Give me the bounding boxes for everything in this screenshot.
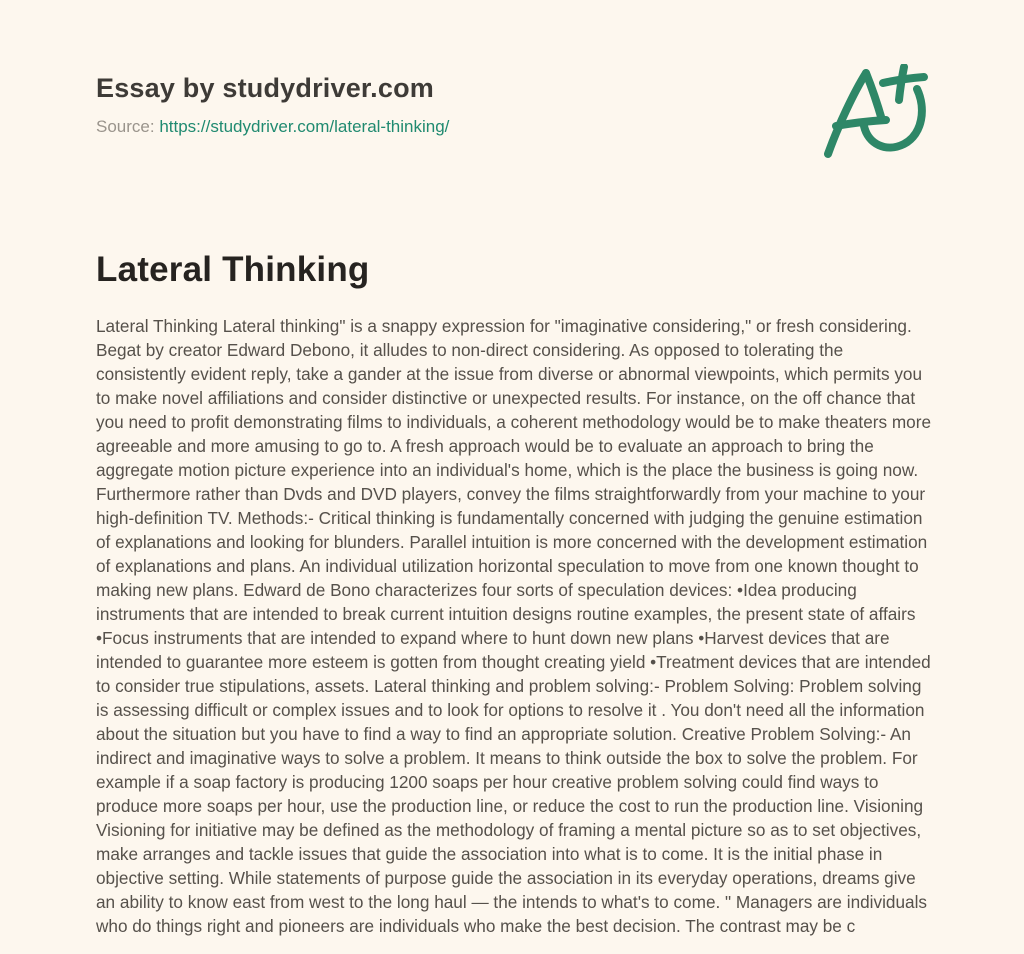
essay-body-text: Lateral Thinking Lateral thinking" is a snappy expression for "imaginative considering," or fresh considering. Begat by creator Edward Debono, it alludes to non-direct considering. As opposed to tolerating the consistently evident reply, take a gander at the issue from diverse or abnormal viewpoints, which permits you to make novel affiliations and consider distinctive or unexpected results. For instance, on the off chance that you need to profit demonstrating films to individuals, a coherent methodology would be to make theaters more agreeable and more amusing to go to. A fresh approach would be to evaluate an approach to bring the aggregate motion picture experience into an individual's home, which is the place the business is going now. Furthermore rather than Dvds and DVD players, convey the films straightforwardly from your machine to your high-definition TV. Methods:- Critical thinking is fundamentally concerned with judging the genuine estimation of explanations and looking for blunders. Parallel intuition is more concerned with the development estimation of explanations and plans. An individual utilization horizontal speculation to move from one known thought to making new plans. Edward de Bono characterizes four sorts of speculation devices: •Idea producing instruments that are intended to break current intuition designs routine examples, the present state of affairs •Focus instruments that are intended to expand where to hunt down new plans •Harvest devices that are intended to guarantee more esteem is gotten from thought creating yield •Treatment devices that are intended to consider true stipulations, assets. Lateral thinking and problem solving:- Problem Solving: Problem solving is assessing difficult or complex issues and to look for options to resolve it . You don't need all the information about the situation but you have to find a way to find an appropriate solution. Creative Problem Solving:- An indirect and imaginative ways to solve a problem. It means to think outside the box to solve the problem. For example if a soap factory is producing 1200 soaps per hour creative problem solving could find ways to produce more soaps per hour, use the production line, or reduce the cost to run the production line. Visioning Visioning for initiative may be defined as the methodology of framing a mental picture so as to set objectives, make arranges and tackle issues that guide the association into what is to come. It is the initial phase in objective setting. While statements of purpose guide the association in its everyday operations, dreams give an ability to know east from west to the long haul — the intends to what's to come. " Managers are individuals who do things right and pioneers are individuals who make the best decision. The contrast may be c <box>96 316 932 936</box>
site-title: Essay by studydriver.com <box>96 73 434 103</box>
page-content <box>96 0 932 938</box>
essay-title: Lateral Thinking <box>96 250 370 289</box>
source-link[interactable]: https://studydriver.com/lateral-thinking/ <box>159 117 450 136</box>
source-line <box>96 104 932 137</box>
source-label: Source: <box>96 117 155 136</box>
